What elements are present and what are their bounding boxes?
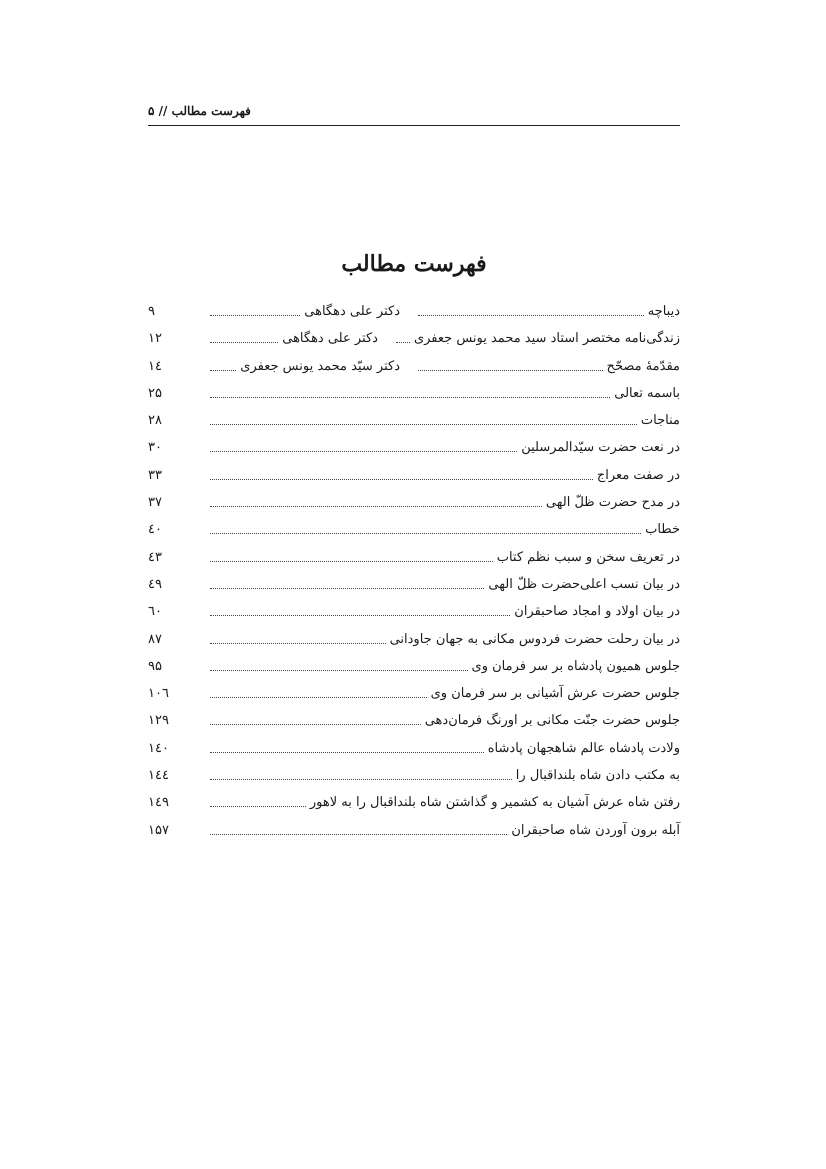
toc-entry-author: دکتر علی دهگاهی [304, 304, 400, 319]
toc-entry-title: مناجات [640, 413, 680, 429]
toc-page-number: ۹۵ [148, 658, 162, 674]
toc-entry [148, 382, 680, 409]
toc-entry-line [206, 439, 680, 457]
toc-dot-leader [396, 342, 410, 343]
toc-entry-title: جلوس همیون پادشاه بر سر فرمان وی [471, 658, 680, 674]
table-of-contents [148, 300, 680, 846]
toc-page-number: ۱۲۹ [148, 713, 169, 729]
toc-dot-leader [210, 370, 236, 371]
toc-entry-title: در بیان اولاد و امجاد صاحبقران [514, 604, 680, 620]
toc-entry [148, 491, 680, 518]
toc-entry-title: در تعریف سخن و سبب نظم کتاب [496, 549, 680, 565]
toc-entry-title: رفتن شاه عرش آشیان به کشمیر و گذاشتن شاه بلنداقبال را به لاهور [309, 795, 680, 811]
page-title: فهرست مطالب [341, 251, 487, 277]
toc-entry-line [206, 631, 680, 649]
toc-entry-title: مقدّمهٔ مصحّح [606, 358, 680, 374]
toc-entry [148, 573, 680, 600]
toc-entry [148, 764, 680, 791]
toc-entry-title: به مکتب دادن شاه بلنداقبال را [515, 768, 680, 784]
toc-page-number: ۲۸ [148, 413, 162, 429]
toc-dot-leader [210, 479, 593, 480]
toc-entry-line [206, 467, 680, 485]
toc-entry [148, 737, 680, 764]
toc-entry [148, 709, 680, 736]
running-header [148, 103, 680, 126]
toc-entry [148, 791, 680, 818]
toc-page-number: ٤۳ [148, 549, 162, 565]
toc-page-number: ۲۵ [148, 385, 162, 401]
toc-page-number: ۱۵۷ [148, 822, 169, 838]
toc-entry-title: جلوس حضرت عرش آشیانی بر سر فرمان وی [430, 686, 680, 702]
toc-entry [148, 628, 680, 655]
running-header-text: فهرست مطالب // ۵ [148, 104, 251, 118]
toc-dot-leader [210, 315, 300, 316]
toc-page-number: ۱٤۹ [148, 795, 169, 811]
toc-dot-leader [210, 588, 484, 589]
toc-dot-leader [210, 451, 517, 452]
toc-dot-leader [210, 643, 386, 644]
toc-entry-title: آبله برون آوردن شاه صاحبقران [511, 822, 680, 838]
toc-dot-leader [210, 806, 306, 807]
toc-dot-leader [210, 397, 610, 398]
toc-page-number: ۱۰٦ [148, 686, 169, 702]
toc-entry-line [206, 794, 680, 812]
toc-page-number: ۸۷ [148, 631, 162, 647]
toc-entry [148, 327, 680, 354]
toc-entry-line [206, 712, 680, 730]
toc-entry-line [206, 576, 680, 594]
toc-entry [148, 464, 680, 491]
toc-dot-leader [418, 370, 603, 371]
toc-dot-leader [210, 424, 637, 425]
toc-page-number: ۳۷ [148, 495, 162, 511]
toc-dot-leader [210, 506, 542, 507]
toc-page-number: ۳۳ [148, 467, 162, 483]
toc-entry-line [206, 303, 680, 321]
toc-entry-line [206, 385, 680, 403]
toc-entry-title: جلوس حضرت جنّت مکانی بر اورنگ فرمان‌دهی [424, 713, 680, 729]
toc-entry-title: دیباچه [647, 304, 680, 319]
toc-dot-leader [210, 779, 512, 780]
toc-entry-title: در بیان رحلت حضرت فردوس مکانی به جهان جاودانی [389, 631, 680, 647]
toc-entry-title: زندگی‌نامه مختصر استاد سید محمد یونس جعفری [413, 331, 680, 347]
toc-entry-title: در نعت حضرت سیّدالمرسلین [521, 440, 680, 456]
toc-entry-line [206, 740, 680, 758]
toc-entry-line [206, 767, 680, 785]
toc-page-number: ۱٤٤ [148, 768, 169, 784]
toc-entry-title: در صفت معراج [596, 467, 680, 483]
toc-entry [148, 300, 680, 327]
toc-page-number: ۱۲ [148, 331, 162, 347]
toc-entry [148, 655, 680, 682]
toc-entry-line [206, 358, 680, 376]
toc-entry [148, 355, 680, 382]
toc-dot-leader [418, 315, 644, 316]
toc-dot-leader [210, 533, 641, 534]
toc-entry-line [206, 658, 680, 676]
toc-page-number: ٦۰ [148, 604, 162, 620]
toc-page-number: ٤۰ [148, 522, 162, 538]
toc-entry-title: باسمه تعالی [614, 385, 680, 401]
toc-entry-author: دکتر علی دهگاهی [282, 331, 378, 347]
toc-entry [148, 436, 680, 463]
toc-page-number: ۱٤ [148, 358, 162, 374]
toc-dot-leader [210, 834, 507, 835]
toc-entry-line [206, 822, 680, 840]
toc-dot-leader [210, 670, 468, 671]
toc-entry-line [206, 603, 680, 621]
toc-entry [148, 819, 680, 846]
toc-entry-author: دکتر سیّد محمد یونس جعفری [240, 358, 400, 374]
toc-entry [148, 518, 680, 545]
toc-entry [148, 546, 680, 573]
toc-dot-leader [210, 342, 278, 343]
toc-entry-line [206, 685, 680, 703]
toc-entry-line [206, 494, 680, 512]
toc-page-number: ۹ [148, 304, 155, 319]
toc-entry [148, 682, 680, 709]
toc-dot-leader [210, 724, 421, 725]
toc-entry-title: خطاب [645, 522, 680, 538]
toc-entry-line [206, 549, 680, 567]
toc-dot-leader [210, 697, 427, 698]
toc-entry-title: ولادت پادشاه عالم شاهجهان پادشاه [487, 740, 680, 756]
toc-entry [148, 409, 680, 436]
toc-page-number: ۱٤۰ [148, 740, 169, 756]
toc-entry-line [206, 412, 680, 430]
toc-dot-leader [210, 615, 510, 616]
toc-page-number: ٤۹ [148, 576, 162, 592]
toc-page-number: ۳۰ [148, 440, 162, 456]
toc-entry-title: در مدح حضرت ظلّ الهی [545, 495, 680, 511]
toc-dot-leader [210, 752, 484, 753]
toc-dot-leader [210, 561, 493, 562]
toc-entry-title: در بیان نسب اعلی‌حضرت ظلّ الهی [488, 576, 680, 592]
toc-entry-line [206, 521, 680, 539]
toc-entry [148, 600, 680, 627]
toc-entry-line [206, 330, 680, 348]
